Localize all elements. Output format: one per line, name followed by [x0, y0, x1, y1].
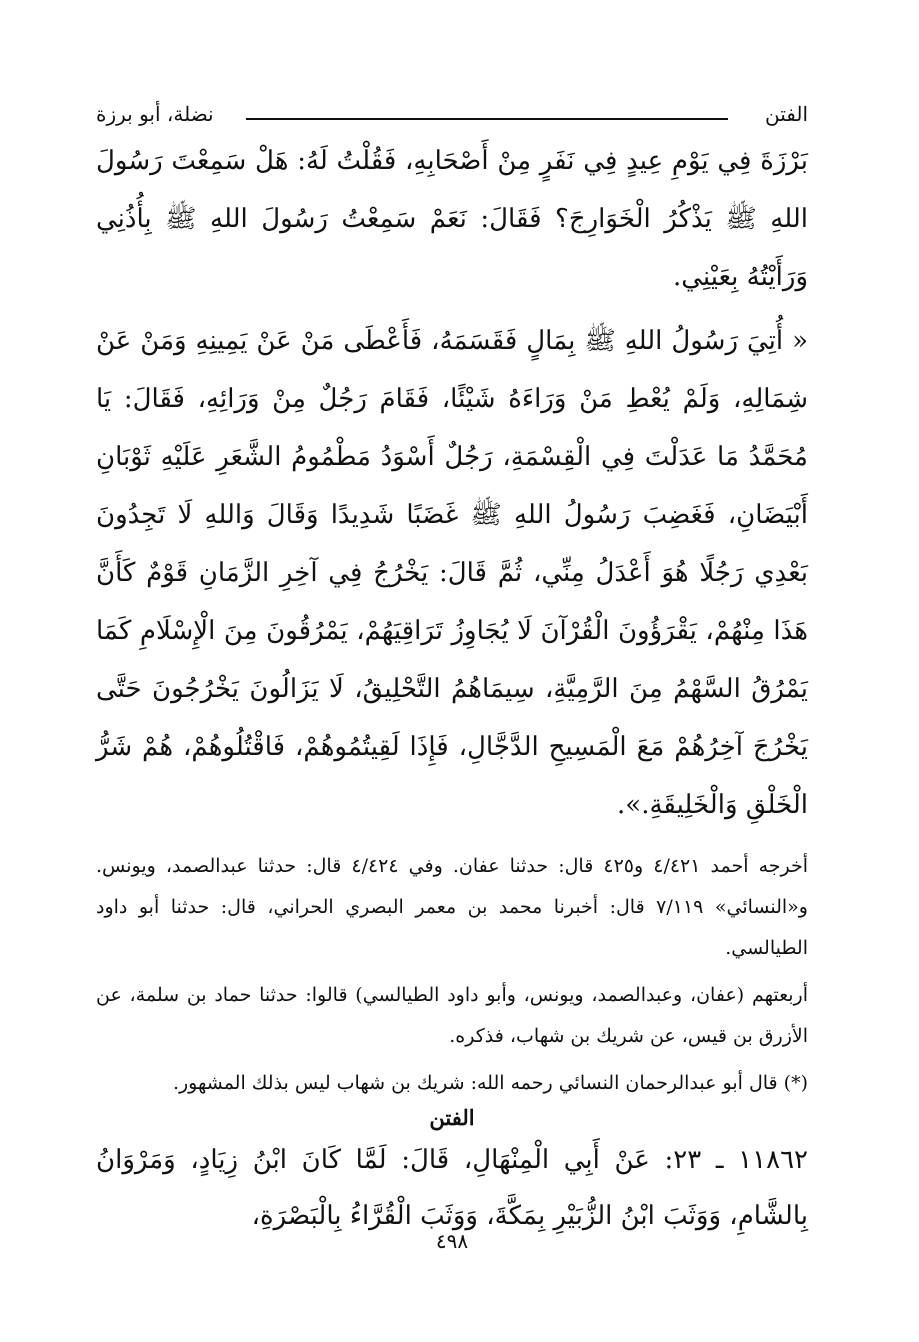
running-head	[96, 96, 808, 132]
running-head-chapter: الفتن	[764, 102, 808, 126]
running-head-narrators: نضلة، أبو برزة	[96, 102, 214, 126]
page-number: ٤٩٨	[435, 1229, 469, 1253]
next-hadith-paragraph: ١١٨٦٢ ـ ٢٣: عَنْ أَبِي الْمِنْهَالِ، قَالَ: لَمَّا كَانَ ابْنُ زِيَادٍ، وَمَرْوَانُ بِالشَّامِ، وَوَثَبَ ابْنُ الزُّبَيْرِ بِمَكَّةَ، وَوَثَبَ الْقُرَّاءُ بِالْبَصْرَةِ،	[96, 1145, 808, 1231]
section-heading: الفتن	[429, 1105, 475, 1130]
hadith-matn-paragraph: « أُتِيَ رَسُولُ اللهِ ﷺ بِمَالٍ فَقَسَمَهُ، فَأَعْطَى مَنْ عَنْ يَمِينِهِ وَمَنْ عَنْ شِمَالِهِ، وَلَمْ يُعْطِ مَنْ وَرَاءَهُ شَيْئًا، فَقَامَ رَجُلٌ مِنْ وَرَائِهِ، فَقَالَ: يَا مُحَمَّدُ مَا عَدَلْتَ فِي الْقِسْمَةِ، رَجُلٌ أَسْوَدُ مَطْمُومُ الشَّعَرِ عَلَيْهِ ثَوْبَانِ أَبْيَضَانِ، فَغَضِبَ رَسُولُ اللهِ ﷺ غَضَبًا شَدِيدًا وَقَالَ وَاللهِ لَا تَجِدُونَ بَعْدِي رَجُلًا هُوَ أَعْدَلُ مِنِّي، ثُمَّ قَالَ: يَخْرُجُ فِي آخِرِ الزَّمَانِ قَوْمٌ كَأَنَّ هَذَا مِنْهُمْ، يَقْرَؤُونَ الْقُرْآنَ لَا يُجَاوِزُ تَرَاقِيَهُمْ، يَمْرُقُونَ مِنَ الْإِسْلَامِ كَمَا يَمْرُقُ السَّهْمُ مِنَ الرَّمِيَّةِ، سِيمَاهُمُ التَّحْلِيقُ، لَا يَزَالُونَ يَخْرُجُونَ حَتَّى يَخْرُجَ آخِرُهُمْ مَعَ الْمَسِيحِ الدَّجَّالِ، فَإِذَا لَقِيتُمُوهُمْ، فَاقْتُلُوهُمْ، هُمْ شَرُّ الْخَلْقِ وَالْخَلِيقَةِ.».	[96, 326, 809, 820]
running-head-rule	[246, 118, 728, 120]
takhrij-note-chain: أربعتهم (عفان، وعبدالصمد، ويونس، وأبو داود الطيالسي) قالوا: حدثنا حماد بن سلمة، عن الأزرق بن قيس، عن شريك بن شهاب، فذكره.	[96, 984, 808, 1047]
document-page	[96, 96, 808, 1256]
hadith-intro-paragraph: بَرْزَةَ فِي يَوْمِ عِيدٍ فِي نَفَرٍ مِنْ أَصْحَابِهِ، فَقُلْتُ لَهُ: هَلْ سَمِعْتَ رَسُولَ اللهِ ﷺ يَذْكُرُ الْخَوَارِجَ؟ فَقَالَ: نَعَمْ سَمِعْتُ رَسُولَ اللهِ ﷺ بِأُذُنِي وَرَأَيْتُهُ بِعَيْنِي.	[96, 146, 808, 292]
takhrij-note-sources: أخرجه أحمد ٤/٤٢١ و٤٢٥ قال: حدثنا عفان. وفي ٤/٤٢٤ قال: حدثنا عبدالصمد، ويونس. و«النسائي» ٧/١١٩ قال: أخبرنا محمد بن معمر البصري الحراني، قال: حدثنا أبو داود الطيالسي.	[96, 855, 809, 959]
takhrij-notes	[96, 846, 808, 1104]
takhrij-note-comment: (*) قال أبو عبدالرحمان النسائي رحمه الله: شريك بن شهاب ليس بذلك المشهور.	[172, 1072, 808, 1094]
